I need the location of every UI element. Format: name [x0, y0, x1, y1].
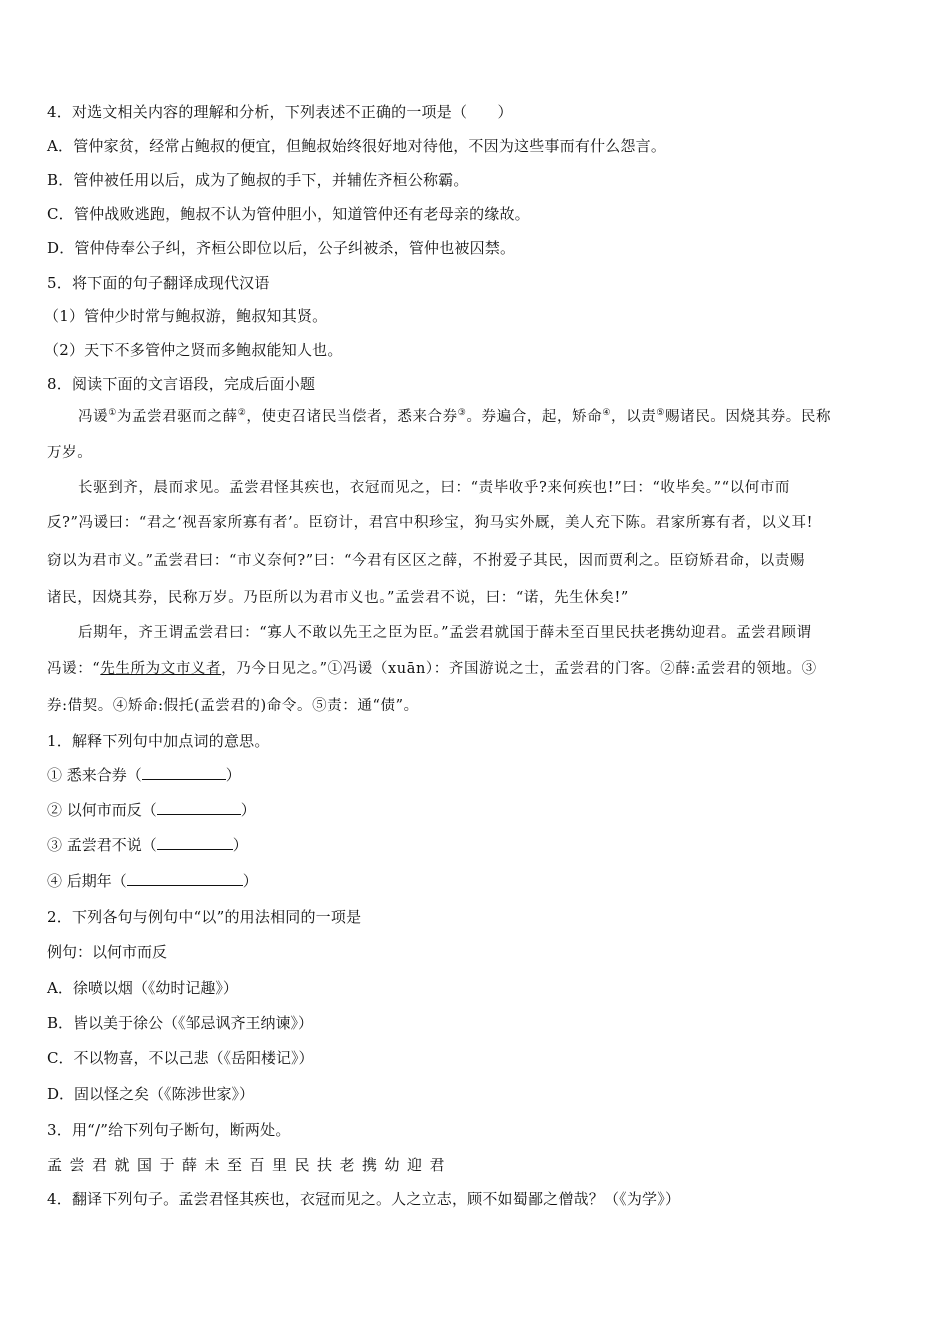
- item-text: ④ 后期年（: [47, 872, 127, 890]
- passage-text: 。券遍合，起，矫命: [466, 409, 603, 425]
- answer-blank[interactable]: [157, 800, 241, 815]
- passage-paragraph-2-line-4: 诸民，因烧其券，民称万岁。乃臣所以为君市义也。”孟尝君不说，曰：“诺，先生休矣!”: [47, 590, 629, 606]
- sub4-stem: 4．翻译下列句子。孟尝君怪其疾也，衣冠而见之。人之立志，顾不如蜀鄙之僧哉？（《为学》）: [47, 1190, 681, 1208]
- item-text: ② 以何市而反（: [47, 801, 157, 819]
- passage-text: 赐诸民。因烧其券。民称: [665, 409, 832, 425]
- passage-text: 为孟尝君驱而之薛: [116, 409, 238, 425]
- item-text: ）: [242, 872, 258, 890]
- sub1-item-3: [47, 835, 248, 855]
- passage-paragraph-3-line-1: 后期年，齐王谓孟尝君曰：“寡人不敢以先王之臣为臣。”孟尝君就国于薛未至百里民扶老携幼迎君。孟尝君顾谓: [78, 625, 812, 641]
- footnote-marker: ②: [237, 408, 247, 419]
- passage-text: ，乃今日见之。”①冯谖（xuān）：齐国游说之士，孟尝君的门客。②薛:孟尝君的领地。③: [221, 661, 817, 677]
- underlined-phrase: 先生所为文市义者: [100, 661, 222, 677]
- q4-stem: 4．对选文相关内容的理解和分析，下列表述不正确的一项是（ ）: [47, 103, 513, 121]
- passage-text: 冯谖：“: [47, 661, 101, 677]
- item-text: ）: [225, 766, 241, 784]
- footnote-marker: ④: [602, 408, 612, 419]
- answer-blank[interactable]: [142, 765, 226, 780]
- item-text: ① 悉来合券（: [47, 766, 142, 784]
- q5-stem: 5．将下面的句子翻译成现代汉语: [47, 274, 270, 292]
- passage-paragraph-3-line-3: 券:借契。④矫命:假托(孟尝君的)命令。⑤责：通“债”。: [47, 698, 419, 714]
- q5-item-2: （2）天下不多管仲之贤而多鲍叔能知人也。: [44, 341, 343, 359]
- footnote-marker: ⑤: [656, 408, 665, 419]
- item-text: ）: [232, 836, 248, 854]
- passage-text: ，以责: [611, 409, 657, 425]
- sub2-option-b: B．皆以美于徐公（《邹忌讽齐王纳谏》）: [47, 1014, 314, 1032]
- sub1-item-1: [47, 765, 241, 785]
- passage-text: 冯谖: [78, 409, 109, 425]
- item-text: ③ 孟尝君不说（: [47, 836, 157, 854]
- answer-blank[interactable]: [157, 835, 233, 850]
- passage-paragraph-2-line-3: 窃以为君市义。”孟尝君曰：“市义奈何?”曰：“今君有区区之薛，不拊爱子其民，因而贾利之。臣窃矫君命，以责赐: [47, 553, 805, 569]
- sub3-stem: 3．用“/”给下列句子断句，断两处。: [47, 1121, 291, 1139]
- footnote-marker: ①: [108, 408, 117, 419]
- sub2-option-c: C．不以物喜，不以己悲（《岳阳楼记》）: [47, 1049, 314, 1067]
- passage-text: ，使吏召诸民当偿者，悉来合券: [246, 409, 458, 425]
- sub2-option-d: D．固以怪之矣（《陈涉世家》）: [47, 1085, 255, 1103]
- sub1-item-4: [47, 871, 258, 891]
- footnote-marker: ③: [457, 408, 467, 419]
- answer-blank[interactable]: [127, 871, 243, 886]
- passage-paragraph-2-line-1: 长驱到齐，晨而求见。孟尝君怪其疾也，衣冠而见之，曰：“责毕收乎?来何疾也!”曰：“收毕矣。”“以何市而: [78, 480, 791, 496]
- q5-item-1: （1）管仲少时常与鲍叔游，鲍叔知其贤。: [44, 307, 328, 325]
- q4-option-d: D．管仲侍奉公子纠，齐桓公即位以后，公子纠被杀，管仲也被囚禁。: [47, 239, 516, 257]
- q4-option-b: B．管仲被任用以后，成为了鲍叔的手下，并辅佐齐桓公称霸。: [47, 171, 469, 189]
- passage-paragraph-1-line-2: 万岁。: [47, 445, 93, 461]
- passage-paragraph-1-line-1: [78, 407, 831, 427]
- q4-option-a: A．管仲家贫，经常占鲍叔的便宜，但鲍叔始终很好地对待他，不因为这些事而有什么怨言。: [47, 137, 667, 155]
- q4-option-c: C．管仲战败逃跑，鲍叔不认为管仲胆小，知道管仲还有老母亲的缘故。: [47, 205, 530, 223]
- passage-paragraph-3-line-2: [47, 659, 817, 679]
- sub1-item-2: [47, 800, 256, 820]
- sub2-example: 例句：以何市而反: [47, 943, 168, 961]
- sub2-option-a: A．徐喷以烟（《幼时记趣》）: [47, 979, 238, 997]
- sub3-sentence: 孟尝君就国于薛未至百里民扶老携幼迎君: [47, 1156, 453, 1174]
- passage-paragraph-2-line-2: 反?”冯谖曰：“君之‘视吾家所寡有者’。臣窃计，君宫中积珍宝，狗马实外厩，美人充下陈。君家所寡有者，以义耳!: [47, 515, 814, 531]
- sub1-stem: 1．解释下列句中加点词的意思。: [47, 732, 270, 750]
- sub2-stem: 2．下列各句与例句中“以”的用法相同的一项是: [47, 908, 362, 926]
- item-text: ）: [240, 801, 256, 819]
- q8-stem: 8．阅读下面的文言语段，完成后面小题: [47, 375, 316, 393]
